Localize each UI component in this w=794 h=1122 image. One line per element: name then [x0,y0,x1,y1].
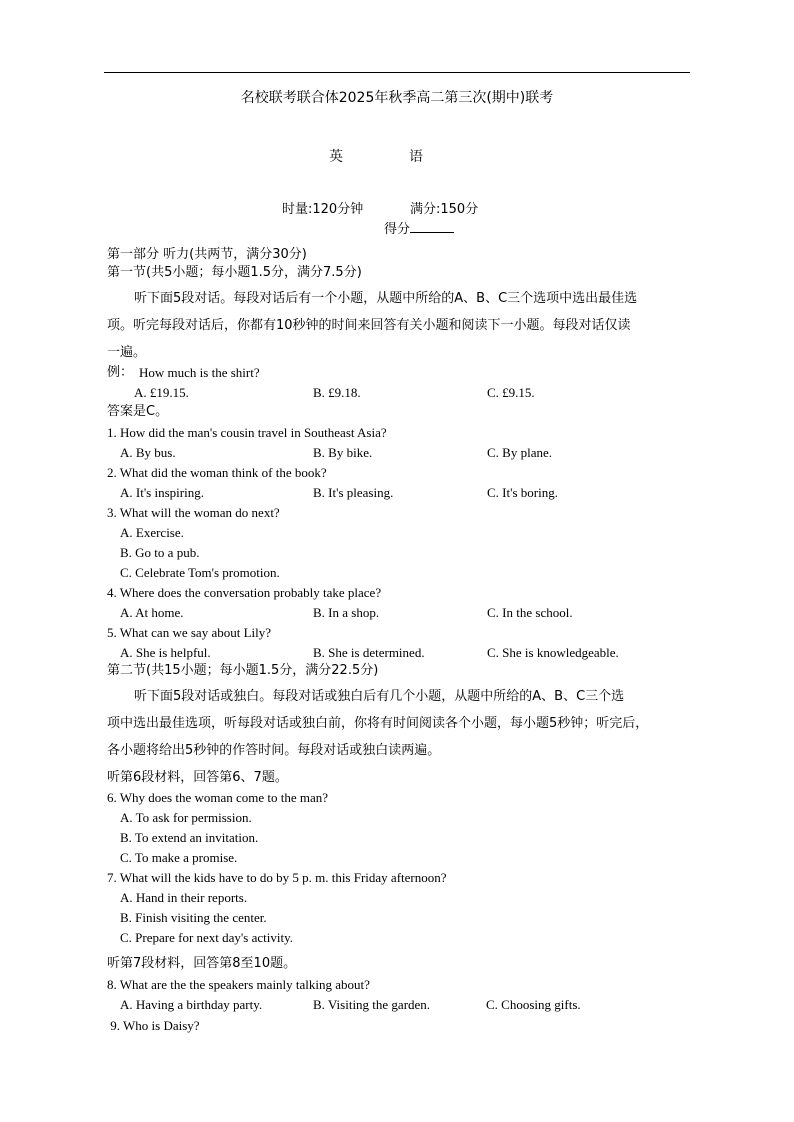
q4-option-a: A. At home. [120,605,184,620]
example-option-b: B. £9.18. [313,385,361,400]
material-6-heading: 听第6段材料，回答第6、7题。 [107,770,288,785]
q3-option-b: B. Go to a pub. [120,545,200,560]
question-3: 3. What will the woman do next? [107,505,280,520]
section2-title: 第二节(共15小题；每小题1.5分，满分22.5分) [107,663,379,678]
section2-instr-line2: 项中选出最佳选项，听每段对话或独白前，你将有时间阅读各个小题，每小题5秒钟；听完后， [107,716,649,731]
section1-instr-line1: 听下面5段对话。每段对话后有一个小题，从题中所给的A、B、C三个选项中选出最佳选 [134,291,638,306]
example-answer: 答案是C。 [107,404,169,419]
q1-option-c: C. By plane. [487,445,552,460]
q1-option-a: A. By bus. [120,445,176,460]
example-label: 例： [107,365,134,380]
q3-option-a: A. Exercise. [120,525,184,540]
section2-instr-line3: 各小题将给出5秒钟的作答时间。每段对话或独白读两遍。 [107,743,441,758]
subject-char-2: 语 [409,149,423,165]
top-rule [104,72,690,73]
q4-option-c: C. In the school. [487,605,573,620]
q7-option-a: A. Hand in their reports. [120,890,248,905]
question-9: 9. Who is Daisy? [107,1018,200,1033]
exam-time: 时量:120分钟 [282,202,364,217]
q4-option-b: B. In a shop. [313,605,380,620]
q8-option-a: A. Having a birthday party. [120,997,263,1012]
q8-option-b: B. Visiting the garden. [313,997,431,1012]
q2-option-b: B. It's pleasing. [313,485,394,500]
q3-option-c: C. Celebrate Tom's promotion. [120,565,280,580]
question-1: 1. How did the man's cousin travel in Southeast Asia? [107,425,387,440]
q7-option-b: B. Finish visiting the center. [120,910,267,925]
score-label: 得分 [384,222,411,237]
q7-option-c: C. Prepare for next day's activity. [120,930,293,945]
section1-instr-line3: 一遍。 [107,345,147,360]
q6-option-b: B. To extend an invitation. [120,830,259,845]
section1-title: 第一节(共5小题；每小题1.5分，满分7.5分) [107,265,362,280]
q6-option-c: C. To make a promise. [120,850,238,865]
score-blank [410,221,454,233]
section1-instr-line2: 项。听完每段对话后，你都有10秒钟的时间来回答有关小题和阅读下一小题。每段对话仅读 [107,318,631,333]
q5-option-a: A. She is helpful. [120,645,211,660]
part1-title: 第一部分 听力(共两节，满分30分) [107,247,307,262]
full-marks: 满分:150分 [410,202,479,217]
section2-instr-line1: 听下面5段对话或独白。每段对话或独白后有几个小题，从题中所给的A、B、C三个选 [134,689,625,704]
subject-char-1: 英 [329,149,343,165]
example-option-c: C. £9.15. [487,385,535,400]
q2-option-a: A. It's inspiring. [120,485,204,500]
question-8: 8. What are the the speakers mainly talking about? [107,977,370,992]
q1-option-b: B. By bike. [313,445,373,460]
q8-option-c: C. Choosing gifts. [486,997,581,1012]
exam-title: 名校联考联合体2025年秋季高二第三次(期中)联考 [240,90,554,106]
q2-option-c: C. It's boring. [487,485,558,500]
score-field [384,221,454,238]
q6-option-a: A. To ask for permission. [120,810,252,825]
question-2: 2. What did the woman think of the book? [107,465,327,480]
question-6: 6. Why does the woman come to the man? [107,790,329,805]
example-option-a: A. £19.15. [134,385,189,400]
q5-option-b: B. She is determined. [313,645,425,660]
example-question: How much is the shirt? [139,365,260,380]
material-7-heading: 听第7段材料，回答第8至10题。 [107,956,297,971]
question-4: 4. Where does the conversation probably take place? [107,585,382,600]
q5-option-c: C. She is knowledgeable. [487,645,619,660]
question-5: 5. What can we say about Lily? [107,625,272,640]
question-7: 7. What will the kids have to do by 5 p. m. this Friday afternoon? [107,870,447,885]
